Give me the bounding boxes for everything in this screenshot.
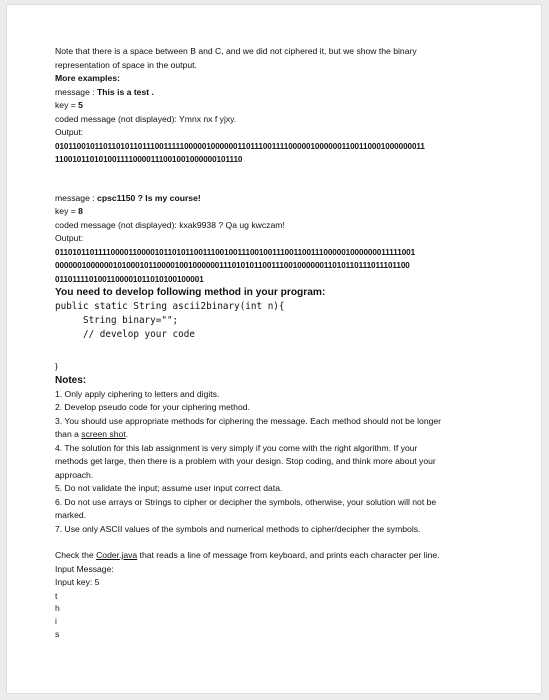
example1-binary-line: 0101100101101101011011100111110000010000001101110011110000010000001100110001000000011 [55, 141, 425, 151]
input-key-label: Input key: 5 [55, 577, 100, 587]
example1-coded-message: coded message (not displayed): Ymnx nx f yjxy. [55, 113, 237, 124]
note-item: methods get large, then there is a problem with your design. Stop coding, and think more about your [55, 456, 436, 466]
note-item: approach. [55, 469, 94, 480]
example2-key-value: 8 [78, 206, 83, 216]
document-page [6, 4, 542, 694]
output-char: i [55, 616, 57, 627]
example1-message [55, 86, 503, 100]
intro-line-2: representation of space in the output. [55, 59, 197, 70]
example2-output-label: Output: [55, 233, 84, 243]
closing-brace: } [55, 361, 58, 371]
example1-message-value: This is a test . [97, 86, 154, 97]
coder-instruction [55, 549, 503, 563]
note-item: 2. Develop pseudo code for your ciphering method. [55, 402, 250, 412]
note-item: 6. Do not use arrays or Strings to cipher or decipher the symbols, otherwise, your solution will not be [55, 496, 437, 507]
coder-prefix: Check the [55, 550, 97, 560]
example2-key [55, 205, 503, 219]
note-text: than a [55, 429, 82, 439]
example2-binary-line: 000000100000010100010110000100100000011101010110011100100000011010110111011101100 [55, 261, 410, 270]
coder-java-link[interactable]: Coder.java [96, 550, 138, 560]
code-line: String binary=""; [55, 315, 179, 326]
code-line: public static String ascii2binary(int n){ [55, 301, 285, 312]
example2-message [55, 192, 503, 206]
output-char: h [55, 603, 60, 614]
output-char: t [55, 590, 58, 601]
notes-title: Notes: [55, 374, 87, 386]
output-char: s [55, 628, 60, 639]
note-item: 3. You should use appropriate methods for ciphering the message. Each method should not be longer [55, 415, 442, 426]
coder-suffix: that reads a line of message from keyboard, and prints each character per line. [137, 550, 440, 560]
screen-shot-link[interactable]: screen shot [81, 429, 126, 439]
example2-message-value: cpsc1150 ? Is my course! [97, 192, 201, 203]
example1-key-value: 5 [78, 100, 83, 110]
example2-binary-line: 01101011011110000110000101101011001110010011100100111001100111000001000000011111001 [55, 247, 416, 257]
note-item: 7. Use only ASCII values of the symbols and numerical methods to cipher/decipher the symbols. [55, 523, 421, 534]
code-line: // develop your code [55, 329, 195, 340]
note-item: 5. Do not validate the input; assume user input correct data. [55, 483, 283, 493]
note-text: . [125, 429, 129, 439]
output-characters [55, 590, 503, 641]
intro-line-1: Note that there is a space between B and C, and we did not ciphered it, but we show the binary [55, 46, 417, 56]
method-heading: You need to develop following method in your program: [55, 287, 326, 298]
example2-coded-message: coded message (not displayed): kxak9938 ? Qa ug kwczam! [55, 219, 285, 230]
note-item: 4. The solution for this lab assignment is very simply if you come with the right algorithm. If your [55, 442, 418, 453]
example2-message-label: message : [55, 192, 98, 203]
document-content [55, 45, 503, 641]
note-item [55, 428, 503, 442]
example1-key [55, 99, 503, 113]
more-examples-title: More examples: [55, 73, 120, 83]
example1-message-label: message : [55, 86, 98, 97]
input-message-label: Input Message: [55, 563, 114, 574]
example1-output-label: Output: [55, 127, 84, 137]
note-item: 1. Only apply ciphering to letters and digits. [55, 388, 220, 399]
example1-key-label: key = [55, 100, 79, 110]
example2-binary-line: 0110111101001100001011010100100001 [55, 274, 204, 284]
example1-binary-line: 1100101101010011110000111001001000000101110 [55, 155, 243, 164]
note-item: marked. [55, 510, 87, 520]
example2-key-label: key = [55, 206, 79, 216]
